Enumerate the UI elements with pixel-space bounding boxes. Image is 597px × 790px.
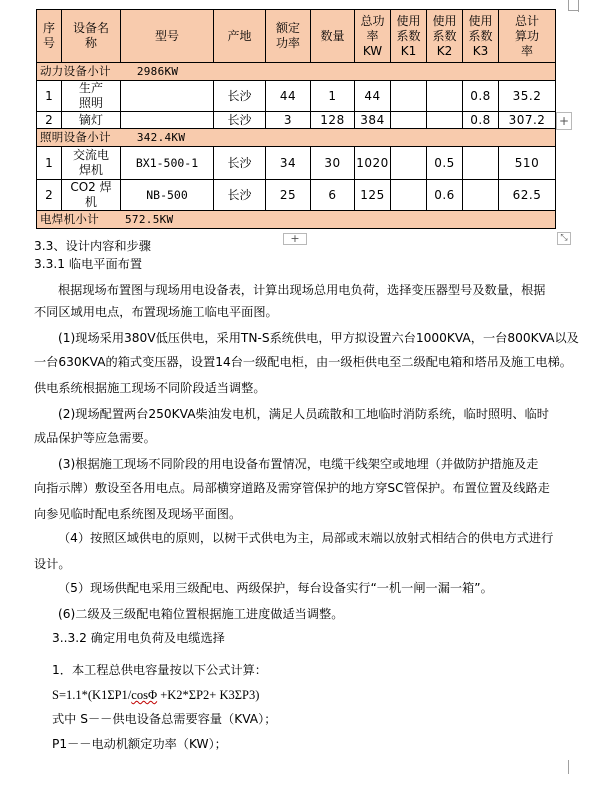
name-line: 照明 xyxy=(78,96,103,110)
cell-name xyxy=(62,81,121,112)
header-line: K1 xyxy=(400,43,417,58)
header-line: 型号 xyxy=(154,28,179,43)
formula-part-1: S=1.1*(K1ΣP1/ xyxy=(52,688,132,702)
table-header-cell xyxy=(355,10,391,63)
table-header-cell xyxy=(266,10,311,63)
cell-qty: 6 xyxy=(311,180,355,211)
cell-origin: 长沙 xyxy=(214,147,266,180)
section-label: 动力设备小计 xyxy=(40,64,111,78)
cell-k2 xyxy=(427,112,463,129)
paragraph-intro-line1: 根据现场布置图与现场用电设备表，计算出现场总用电负荷，选择变压器型号及数量，根据 xyxy=(58,283,546,297)
table-header-cell xyxy=(121,10,214,63)
cell-k3 xyxy=(463,147,499,180)
header-line: 序 xyxy=(42,21,55,35)
section-value: 2986KW xyxy=(136,65,179,78)
name-line: 焊机 xyxy=(78,163,103,177)
formula-cos-phi: cosΦ xyxy=(131,688,158,702)
table-resize-handle[interactable]: ⤡ xyxy=(557,232,571,245)
cell-total: 1020 xyxy=(355,147,391,180)
cell-rated: 25 xyxy=(266,180,311,211)
cell-k1 xyxy=(391,81,427,112)
section-heading-3-3-2: 3..3.2 确定用电负荷及电缆选择 xyxy=(52,631,225,645)
name-line: CO2 焊 xyxy=(70,180,112,194)
header-line: 率 xyxy=(366,28,379,43)
name-line: 生产 xyxy=(78,81,103,95)
formula-def-p1: P1－－电动机额定功率（KW）； xyxy=(52,737,227,751)
table-header-cell xyxy=(463,10,499,63)
formula-part-2: +K2*ΣP2+ K3ΣP3) xyxy=(157,688,260,702)
paragraph-item6: (6)二级及三级配电箱位置根据施工进度做适当调整。 xyxy=(58,607,344,621)
cell-k2: 0.6 xyxy=(427,180,463,211)
cell-model: NB-500 xyxy=(121,180,214,211)
header-line: 总功 xyxy=(360,13,385,28)
paragraph-intro-line2: 不同区域用电点，布置现场施工临电平面图。 xyxy=(34,305,278,319)
header-line: 设备名 xyxy=(72,21,109,35)
cell-total: 44 xyxy=(355,81,391,112)
cell-calc: 510 xyxy=(499,147,556,180)
paragraph-item4-line1: （4）按照区域供电的原则，以树干式供电为主，局部或末端以放射式相结合的供电方式进行 xyxy=(58,531,554,545)
add-column-button[interactable]: + xyxy=(556,112,572,130)
section-lighting-row xyxy=(37,129,556,147)
header-line: 系数 xyxy=(468,28,493,43)
page-edge-mark xyxy=(578,0,579,12)
table-header-cell xyxy=(391,10,427,63)
table-header-row xyxy=(37,10,556,63)
cell-no: 2 xyxy=(37,112,62,129)
add-row-button[interactable]: + xyxy=(283,233,307,245)
cell-calc: 35.2 xyxy=(499,81,556,112)
header-line: 率 xyxy=(520,43,533,58)
cell-rated: 34 xyxy=(266,147,311,180)
header-line: KW xyxy=(362,43,383,58)
section-cell xyxy=(37,211,556,229)
name-line: 镝灯 xyxy=(78,112,103,127)
section-value: 342.4KW xyxy=(136,131,186,144)
cell-name xyxy=(62,112,121,129)
paragraph-item5: （5）现场供配电采用三级配电、两级保护，每台设备实行“一机一闸一漏一箱”。 xyxy=(58,581,493,595)
cell-total: 125 xyxy=(355,180,391,211)
cell-rated: 44 xyxy=(266,81,311,112)
table-row xyxy=(37,112,556,129)
table-row xyxy=(37,180,556,211)
cell-calc: 307.2 xyxy=(499,112,556,129)
cell-k3 xyxy=(463,180,499,211)
header-line: 数量 xyxy=(320,28,345,43)
header-line: 功率 xyxy=(275,36,300,50)
cell-k3: 0.8 xyxy=(463,81,499,112)
cell-rated: 3 xyxy=(266,112,311,129)
header-line: K2 xyxy=(436,43,453,58)
paragraph-item1-line3: 供电系统根据施工现场不同阶段适当调整。 xyxy=(34,381,266,395)
cell-calc: 62.5 xyxy=(499,180,556,211)
table-header-cell xyxy=(311,10,355,63)
table-header-cell xyxy=(427,10,463,63)
table-row xyxy=(37,81,556,112)
cell-total: 384 xyxy=(355,112,391,129)
paragraph-item3-line2: 向指示牌）敷设至各用电点。局部横穿道路及需穿管保护的地方穿SC管保护。布置位置及线路走 xyxy=(34,481,550,495)
cell-no: 2 xyxy=(37,180,62,211)
table-header-cell xyxy=(214,10,266,63)
name-line: 机 xyxy=(84,195,97,209)
cell-qty: 1 xyxy=(311,81,355,112)
paragraph-item1-line2: 一台630KVA的箱式变压器，设置14台一级配电柜，由一级柜供电至二级配电箱和塔吊及施工电梯。 xyxy=(34,355,572,369)
paragraph-item3-line3: 向参见临时配电系统图及现场平面图。 xyxy=(34,507,242,521)
cell-origin: 长沙 xyxy=(214,180,266,211)
header-line: 产地 xyxy=(227,28,252,43)
cell-no: 1 xyxy=(37,81,62,112)
table-header-cell xyxy=(62,10,121,63)
section-value: 572.5KW xyxy=(125,213,174,226)
section-heading-3-3: 3.3、设计内容和步骤 xyxy=(34,239,151,253)
section-label: 照明设备小计 xyxy=(40,130,111,144)
equipment-table xyxy=(36,9,556,229)
cell-model xyxy=(121,112,214,129)
header-line: 总计 xyxy=(514,13,539,28)
paragraph-item3-line1: (3)根据施工现场不同阶段的用电设备布置情况，电缆干线架空或地埋（并做防护措施及走 xyxy=(58,457,539,471)
header-line: 系数 xyxy=(432,28,457,43)
header-line: 系数 xyxy=(396,28,421,43)
cell-model: BX1-500-1 xyxy=(121,147,214,180)
header-line: 称 xyxy=(84,36,97,50)
section-power-row xyxy=(37,63,556,81)
section-heading-3-3-1: 3.3.1 临电平面布置 xyxy=(34,257,143,271)
header-line: 号 xyxy=(42,36,55,50)
cell-k1 xyxy=(391,180,427,211)
cell-origin: 长沙 xyxy=(214,81,266,112)
table-row xyxy=(37,147,556,180)
header-line: 使用 xyxy=(396,13,421,28)
table-header-cell xyxy=(37,10,62,63)
cell-k1 xyxy=(391,112,427,129)
header-line: 使用 xyxy=(432,13,457,28)
cell-k2 xyxy=(427,81,463,112)
formula-def-s: 式中 S－－供电设备总需要容量（KVA）； xyxy=(52,712,277,726)
header-line: 额定 xyxy=(275,21,300,35)
header-line: 使用 xyxy=(468,13,493,28)
paragraph-item1-line1: (1)现场采用380V低压供电，采用TN-S系统供电，甲方拟设置六台1000KVA，一台800KVA以及 xyxy=(58,331,579,345)
paragraph-item4-line2: 设计。 xyxy=(34,557,71,571)
page-corner-mark-bottom xyxy=(568,760,579,774)
name-line: 交流电 xyxy=(72,148,109,162)
formula-line xyxy=(52,687,259,703)
cell-qty: 30 xyxy=(311,147,355,180)
cell-no: 1 xyxy=(37,147,62,180)
cell-k1 xyxy=(391,147,427,180)
header-line: K3 xyxy=(472,43,489,58)
paragraph-item2-line2: 成品保护等应急需要。 xyxy=(34,431,156,445)
formula-intro: 1．本工程总供电容量按以下公式计算： xyxy=(52,663,267,677)
cell-k2: 0.5 xyxy=(427,147,463,180)
section-label: 电焊机小计 xyxy=(40,212,99,226)
cell-model xyxy=(121,81,214,112)
section-cell xyxy=(37,129,556,147)
cell-origin: 长沙 xyxy=(214,112,266,129)
cell-name xyxy=(62,180,121,211)
cell-name xyxy=(62,147,121,180)
table-header-cell xyxy=(499,10,556,63)
section-cell xyxy=(37,63,556,81)
cell-k3: 0.8 xyxy=(463,112,499,129)
paragraph-item2-line1: (2)现场配置两台250KVA柴油发电机，满足人员疏散和工地临时消防系统，临时照明、临时 xyxy=(58,407,549,421)
cell-qty: 128 xyxy=(311,112,355,129)
header-line: 算功 xyxy=(514,28,539,43)
section-welding-row xyxy=(37,211,556,229)
